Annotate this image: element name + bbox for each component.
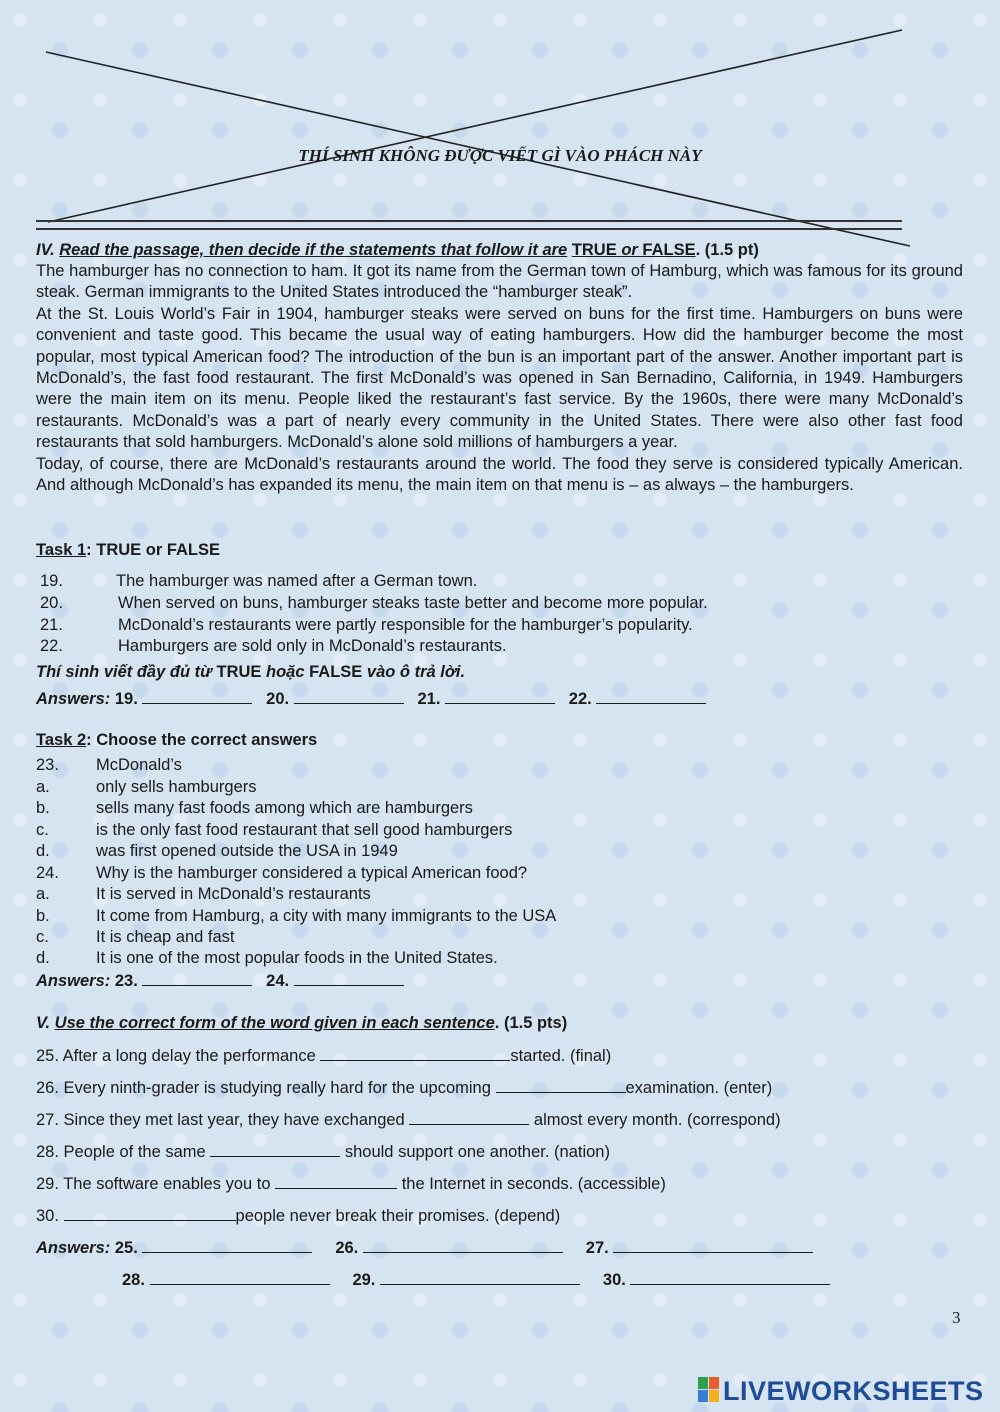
statement-text: When served on buns, hamburger steaks taste better and become more popular.: [118, 594, 708, 612]
answer-blank-27[interactable]: [613, 1238, 813, 1253]
task-2-answers: [36, 971, 404, 991]
section-v-answers-row-1: [36, 1238, 813, 1258]
mcq-option-letter: b.: [36, 907, 50, 925]
answer-blank-25[interactable]: [142, 1238, 312, 1253]
answer-number: 23.: [114, 972, 138, 990]
answer-blank-24[interactable]: [294, 971, 404, 986]
word-form-question: [36, 1110, 781, 1130]
note-text: vào ô trả lời.: [366, 663, 466, 681]
statement-text: The hamburger was named after a German town.: [116, 572, 478, 590]
answer-blank-19[interactable]: [142, 689, 252, 704]
word-form-question: [36, 1206, 560, 1226]
answers-label: Answers:: [36, 972, 111, 990]
statement-text: Hamburgers are sold only in McDonald’s restaurants.: [118, 637, 507, 655]
task-2-label: Task 2: [36, 731, 87, 749]
watermark-text: LIVEWORKSHEETS: [723, 1376, 984, 1406]
mcq-text: was first opened outside the USA in 1949: [96, 842, 398, 860]
answers-label: Answers:: [36, 1239, 111, 1257]
passage-paragraph-3: Today, of course, there are McDonald’s restaurants around the world. The food they serve is considered typically American. And although McDonald’s has expanded its menu, the main item on that menu is – as always – the hamburgers.: [36, 454, 963, 495]
answer-blank-22[interactable]: [596, 689, 706, 704]
section-iv-heading: [36, 241, 759, 260]
question-blank[interactable]: [275, 1174, 397, 1189]
task-1-instruction-note: [36, 663, 465, 682]
answer-number: 21.: [417, 690, 441, 708]
word-form-question: [36, 1046, 611, 1066]
answer-number: 30.: [602, 1271, 626, 1289]
or-word: or: [621, 241, 638, 259]
task-1-label: Task 1: [36, 541, 87, 559]
answer-blank-28[interactable]: [150, 1270, 330, 1285]
task-2-heading: [36, 731, 317, 750]
question-blank[interactable]: [64, 1206, 236, 1221]
question-blank[interactable]: [320, 1046, 510, 1061]
answer-number: 24.: [266, 972, 290, 990]
question-text: almost every month. (correspond): [529, 1111, 781, 1129]
task-1-title: : TRUE or FALSE: [86, 541, 220, 559]
answer-number: 29.: [352, 1271, 376, 1289]
statement-number: 19.: [40, 572, 63, 590]
question-text: 30.: [36, 1207, 64, 1225]
answer-blank-23[interactable]: [142, 971, 252, 986]
answer-blank-20[interactable]: [294, 689, 404, 704]
answer-number: 26.: [335, 1239, 359, 1257]
answer-number: 19.: [114, 690, 138, 708]
question-text: 27. Since they met last year, they have exchanged: [36, 1111, 410, 1129]
no-writing-banner: THÍ SINH KHÔNG ĐƯỢC VIẾT GÌ VÀO PHÁCH NÀY: [298, 146, 702, 165]
section-iv-instruction: Read the passage, then decide if the statements that follow it are: [59, 241, 568, 259]
mcq-option-letter: a.: [36, 778, 50, 796]
mcq-text: sells many fast foods among which are hamburgers: [96, 799, 473, 817]
note-text: Thí sinh viết đầy đủ từ: [36, 663, 212, 681]
answers-label: Answers:: [36, 690, 111, 708]
question-text: 25. After a long delay the performance: [36, 1047, 321, 1065]
task-2-title: : Choose the correct answers: [86, 731, 318, 749]
answer-blank-29[interactable]: [380, 1270, 580, 1285]
mcq-text: It is served in McDonald’s restaurants: [96, 885, 371, 903]
section-v-points: . (1.5 pts): [494, 1014, 568, 1032]
statement-number: 20.: [40, 594, 63, 612]
mcq-text: It is one of the most popular foods in the United States.: [96, 949, 498, 967]
mcq-option-letter: c.: [36, 821, 49, 839]
section-v-answers-row-2: [122, 1270, 830, 1290]
statement-number: 21.: [40, 616, 63, 634]
mcq-text: Why is the hamburger considered a typical American food?: [96, 864, 528, 882]
question-text: examination. (enter): [625, 1079, 773, 1097]
statement-text: McDonald’s restaurants were partly responsible for the hamburger’s popularity.: [118, 616, 693, 634]
section-iv-prefix: IV.: [36, 241, 55, 259]
answer-number: 28.: [122, 1271, 145, 1289]
note-false: FALSE: [309, 663, 363, 681]
question-text: should support one another. (nation): [340, 1143, 610, 1161]
double-rule-divider: [36, 220, 902, 230]
mcq-number: 23.: [36, 756, 59, 774]
word-form-question: [36, 1174, 666, 1194]
passage-paragraph-2: At the St. Louis World’s Fair in 1904, hamburger steaks were served on buns for the first time. Hamburgers on buns were convenient and taste good. This became the usual way of eating hamburgers. How did the hamburger become the most popular, most typical American food? The introduction of the bun is an important part of the answer. Another important part is McDonald’s, the fast food restaurant. The first McDonald’s was opened in San Bernadino, California, in 1949. Hamburgers were the main item on its menu. People liked the restaurant’s fast service. By the 1960s, there were many McDonald’s restaurants. McDonald’s was a part of nearly every community in the United States. There were also other fast food restaurants that sold hamburgers. McDonald’s alone sold millions of hamburgers a year.: [36, 304, 963, 452]
question-blank[interactable]: [496, 1078, 626, 1093]
question-blank[interactable]: [409, 1110, 529, 1125]
mcq-text: is the only fast food restaurant that sell good hamburgers: [96, 821, 513, 839]
answer-number: 20.: [266, 690, 290, 708]
answer-blank-21[interactable]: [445, 689, 555, 704]
task-1-heading: [36, 541, 220, 560]
section-v-instruction: Use the correct form of the word given in each sentence: [54, 1014, 495, 1032]
answer-blank-30[interactable]: [630, 1270, 830, 1285]
page-number: 3: [952, 1308, 961, 1327]
mcq-option-letter: b.: [36, 799, 50, 817]
mcq-option-letter: c.: [36, 928, 49, 946]
true-word: TRUE: [571, 241, 617, 259]
mcq-number: 24.: [36, 864, 59, 882]
mcq-text: McDonald’s: [96, 756, 182, 774]
mcq-text: It is cheap and fast: [96, 928, 235, 946]
section-iv-points: . (1.5 pt): [695, 241, 759, 259]
word-form-question: [36, 1078, 772, 1098]
question-text: 28. People of the same: [36, 1143, 211, 1161]
note-text: hoặc: [266, 663, 305, 681]
liveworksheets-badge-icon: [698, 1377, 720, 1403]
mcq-text: It come from Hamburg, a city with many immigrants to the USA: [96, 907, 557, 925]
answer-number: 22.: [568, 690, 592, 708]
answer-blank-26[interactable]: [363, 1238, 563, 1253]
question-text: the Internet in seconds. (accessible): [397, 1175, 666, 1193]
section-v-heading: [36, 1014, 567, 1033]
note-true: TRUE: [216, 663, 262, 681]
question-text: people never break their promises. (depend): [235, 1207, 561, 1225]
mcq-option-letter: a.: [36, 885, 50, 903]
reading-passage: [36, 261, 963, 496]
liveworksheets-logo: [698, 1376, 984, 1407]
question-blank[interactable]: [210, 1142, 340, 1157]
question-text: 26. Every ninth-grader is studying really hard for the upcoming: [36, 1079, 496, 1097]
section-v-prefix: V.: [36, 1014, 51, 1032]
mcq-option-letter: d.: [36, 949, 50, 967]
word-form-question: [36, 1142, 610, 1162]
task-1-answers: [36, 689, 706, 709]
mcq-text: only sells hamburgers: [96, 778, 257, 796]
question-text: 29. The software enables you to: [36, 1175, 276, 1193]
false-word: FALSE: [642, 241, 696, 259]
passage-paragraph-1: The hamburger has no connection to ham. It got its name from the German town of Hamburg, which was famous for its ground steak. German immigrants to the United States introduced the “hamburger steak”.: [36, 262, 963, 302]
question-text: started. (final): [510, 1047, 612, 1065]
answer-number: 25.: [114, 1239, 138, 1257]
statement-number: 22.: [40, 637, 63, 655]
mcq-option-letter: d.: [36, 842, 50, 860]
answer-number: 27.: [585, 1239, 609, 1257]
